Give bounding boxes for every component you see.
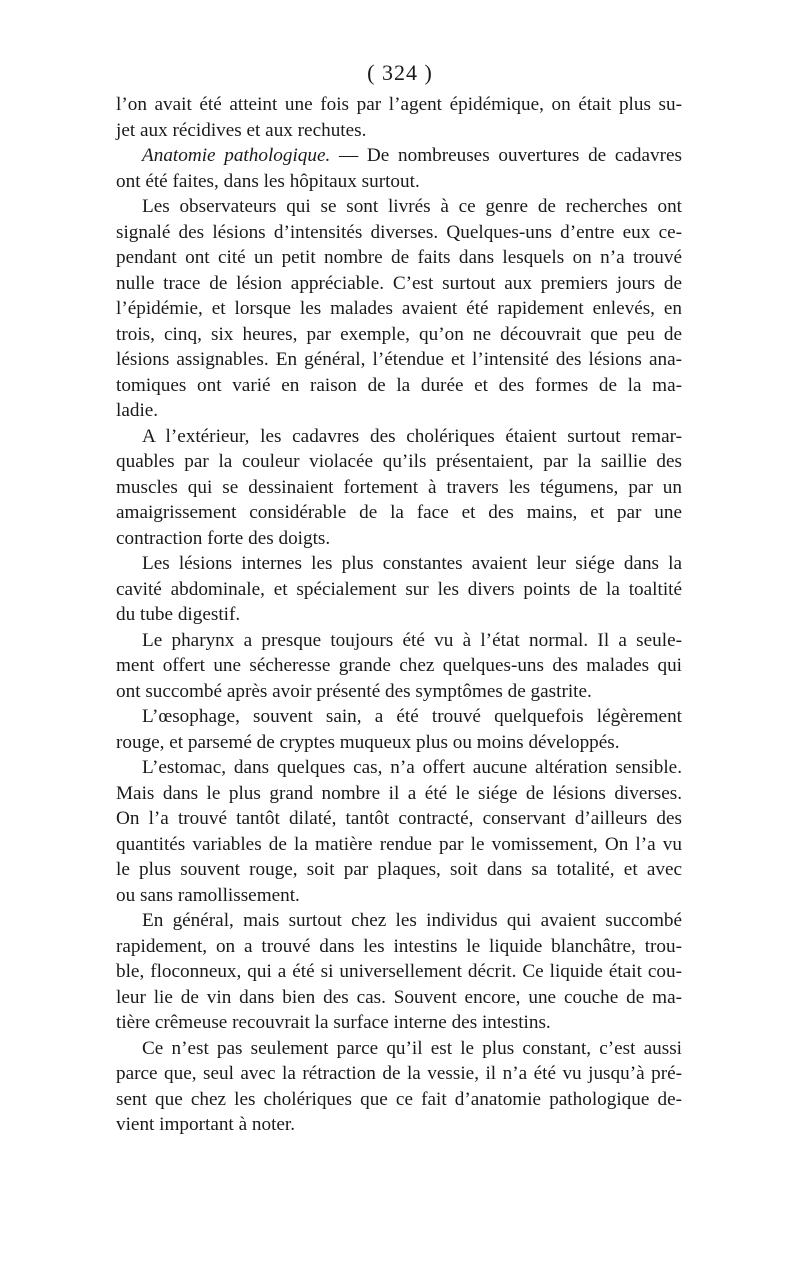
text-line: ou sans ramollissement.	[116, 884, 300, 906]
text-line: ment offert une sécheresse grande chez quelques-uns des malades qui	[116, 655, 682, 676]
text-line: leur lie de vin dans bien des cas. Souvent encore, une couche de ma-	[116, 986, 682, 1008]
text-line: rapidement, on a trouvé dans les intestins le liquide blanchâtre, trou-	[116, 935, 682, 957]
text-line: quantités variables de la matière rendue par le vomissement, On l’a vu	[116, 833, 682, 855]
text-line: amaigrissement considérable de la face et des mains, et par une	[116, 502, 682, 523]
text-line: ladie.	[116, 400, 159, 421]
text-line: contraction forte des doigts.	[116, 527, 331, 549]
text-line: quables par la couleur violacée qu’ils présentaient, par la saillie des	[116, 451, 682, 472]
text-line: Mais dans le plus grand nombre il a été le siége de lésions diverses.	[116, 782, 682, 804]
text-line: rouge, et parsemé de cryptes muqueux plus ou moins développés.	[116, 731, 620, 753]
text-line	[116, 143, 682, 169]
text-line: signalé des lésions d’intensités diverses. Quelques-uns d’entre eux ce-	[116, 221, 682, 243]
text-line: lésions assignables. En général, l’étendue et l’intensité des lésions ana-	[116, 349, 682, 370]
text-line: sent que chez les cholériques que ce fait d’anatomie pathologique de-	[116, 1088, 682, 1110]
text-line: L’œsophage, souvent sain, a été trouvé quelquefois légèrement	[142, 706, 682, 727]
text-line: tière crêmeuse recouvrait la surface interne des intestins.	[116, 1012, 551, 1033]
text-line: Le pharynx a presque toujours été vu à l’état normal. Il a seule-	[142, 629, 682, 651]
text-line: pendant ont cité un petit nombre de faits dans lesquels on n’a trouvé	[116, 247, 682, 268]
text-line: En général, mais surtout chez les individus qui avaient succombé	[142, 910, 682, 931]
text-line: ble, floconneux, qui a été si universellement décrit. Ce liquide était cou-	[116, 961, 682, 982]
text-line: parce que, seul avec la rétraction de la vessie, il n’a été vu jusqu’à pré-	[116, 1063, 682, 1084]
text-line: Les observateurs qui se sont livrés à ce genre de recherches ont	[142, 196, 682, 217]
page-number: ( 324 )	[367, 60, 433, 85]
text-line: ont succombé après avoir présenté des symptômes de gastrite.	[116, 680, 592, 702]
section-title: Anatomie pathologique.	[142, 145, 331, 166]
text-line: muscles qui se dessinaient fortement à travers les tégumens, par un	[116, 476, 682, 498]
text-line: vient important à noter.	[116, 1114, 296, 1135]
text-line: On l’a trouvé tantôt dilaté, tantôt contracté, conservant d’ailleurs des	[116, 808, 682, 829]
text-line: le plus souvent rouge, soit par plaques, soit dans sa totalité, et avec	[116, 859, 682, 880]
text-line: A l’extérieur, les cadavres des cholériques étaient surtout remar-	[142, 425, 682, 447]
text-line-content: — De nombreuses ouvertures de cadavres	[330, 145, 683, 166]
text-line: l’épidémie, et lorsque les malades avaient été rapidement enlevés, en	[116, 298, 682, 319]
text-line: Les lésions internes les plus constantes avaient leur siége dans la	[142, 553, 682, 574]
text-line: l’on avait été atteint une fois par l’agent épidémique, on était plus su-	[116, 94, 682, 115]
text-line: cavité abdominale, et spécialement sur les divers points de la toaltité	[116, 578, 682, 600]
text-line: nulle trace de lésion appréciable. C’est surtout aux premiers jours de	[116, 272, 682, 294]
text-line: ont été faites, dans les hôpitaux surtout.	[116, 170, 420, 192]
text-line: trois, cinq, six heures, par exemple, qu’on ne découvrait que peu de	[116, 323, 682, 345]
text-line: Ce n’est pas seulement parce qu’il est le plus constant, c’est aussi	[142, 1037, 682, 1059]
text-line: tomiques ont varié en raison de la durée et des formes de la ma-	[116, 374, 682, 396]
body-text	[116, 92, 682, 1138]
text-line: du tube digestif.	[116, 604, 241, 625]
text-line: L’estomac, dans quelques cas, n’a offert aucune altération sensible.	[142, 757, 682, 778]
text-line: jet aux récidives et aux rechutes.	[116, 119, 367, 141]
